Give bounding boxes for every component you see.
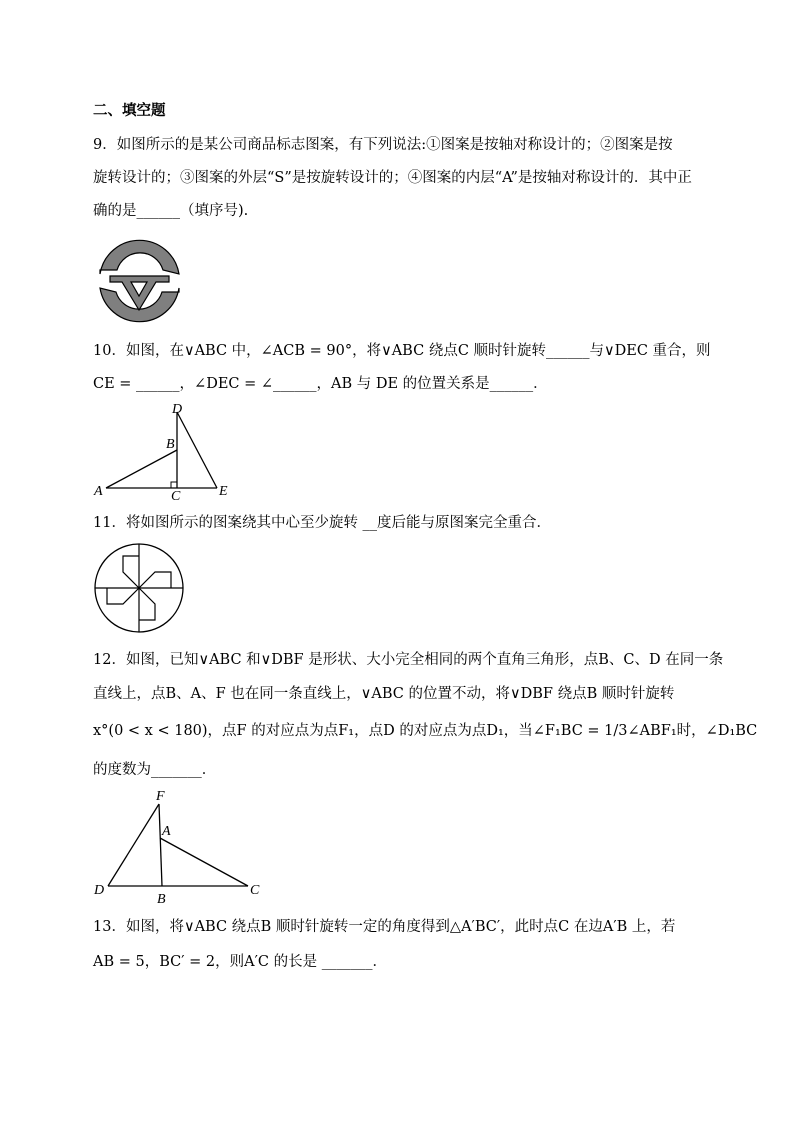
q10-line2: CE = ______，∠DEC = ∠______，AB 与 DE 的位置关系是______． [93, 376, 548, 392]
q12-triangles-figure [92, 786, 272, 906]
label-d: D [94, 883, 105, 898]
segment-df [108, 804, 159, 886]
label-a: A [94, 484, 103, 499]
label-b: B [157, 892, 166, 906]
q11-line1: 11．将如图所示的图案绕其中心至少旋转 __度后能与原图案完全重合． [93, 515, 552, 531]
q9-logo-figure [92, 236, 187, 326]
label-f: F [156, 789, 165, 804]
q12-line1: 12．如图，已知∨ABC 和∨DBF 是形状、大小完全相同的两个直角三角形，点B、C、D 在同一条 [93, 652, 724, 668]
label-c: C [171, 489, 181, 500]
q10-triangle-figure [92, 400, 242, 500]
label-d: D [172, 402, 183, 417]
segment-ab [106, 450, 177, 488]
q9-line2: 旋转设计的；③图案的外层“S”是按旋转设计的；④图案的内层“A”是按轴对称设计的．其中正 [93, 170, 692, 186]
q12-line3: x°(0 < x < 180)，点F 的对应点为点F₁，点D 的对应点为点D₁，当∠F₁BC = 1/3∠ABF₁时，∠D₁BC [93, 723, 758, 739]
q13-line2: AB = 5，BC′ = 2，则A′C 的长是 _______． [93, 954, 387, 970]
label-c: C [250, 883, 260, 898]
pinwheel-blade-2 [139, 572, 171, 588]
q12-line4: 的度数为_______． [93, 762, 217, 778]
q12-line2: 直线上，点B、A、F 也在同一条直线上，∨ABC 的位置不动，将∨DBF 绕点B 顺时针旋转 [93, 686, 675, 702]
pinwheel-blade-1 [123, 556, 139, 588]
segment-ac [160, 838, 248, 886]
segment-fb [159, 804, 162, 886]
s-upper-half [100, 240, 179, 274]
q11-pinwheel-figure [93, 542, 185, 634]
q10-line1: 10．如图，在∨ABC 中，∠ACB = 90°，将∨ABC 绕点C 顺时针旋转______与∨DEC 重合，则 [93, 343, 711, 359]
pinwheel-blade-4 [107, 588, 139, 604]
segment-de [177, 412, 217, 488]
section-title: 二、填空题 [93, 102, 166, 119]
right-angle-mark [171, 482, 177, 488]
q13-line1: 13．如图，将∨ABC 绕点B 顺时针旋转一定的角度得到△A′BC′，此时点C 在边A′B 上，若 [93, 919, 676, 935]
q9-line3: 确的是______（填序号). [93, 203, 249, 219]
pinwheel-blade-3 [139, 588, 155, 620]
label-a: A [162, 824, 171, 839]
label-e: E [219, 484, 228, 499]
label-b: B [166, 437, 175, 452]
q9-line1: 9．如图所示的是某公司商品标志图案，有下列说法:①图案是按轴对称设计的；②图案是按 [93, 137, 673, 153]
